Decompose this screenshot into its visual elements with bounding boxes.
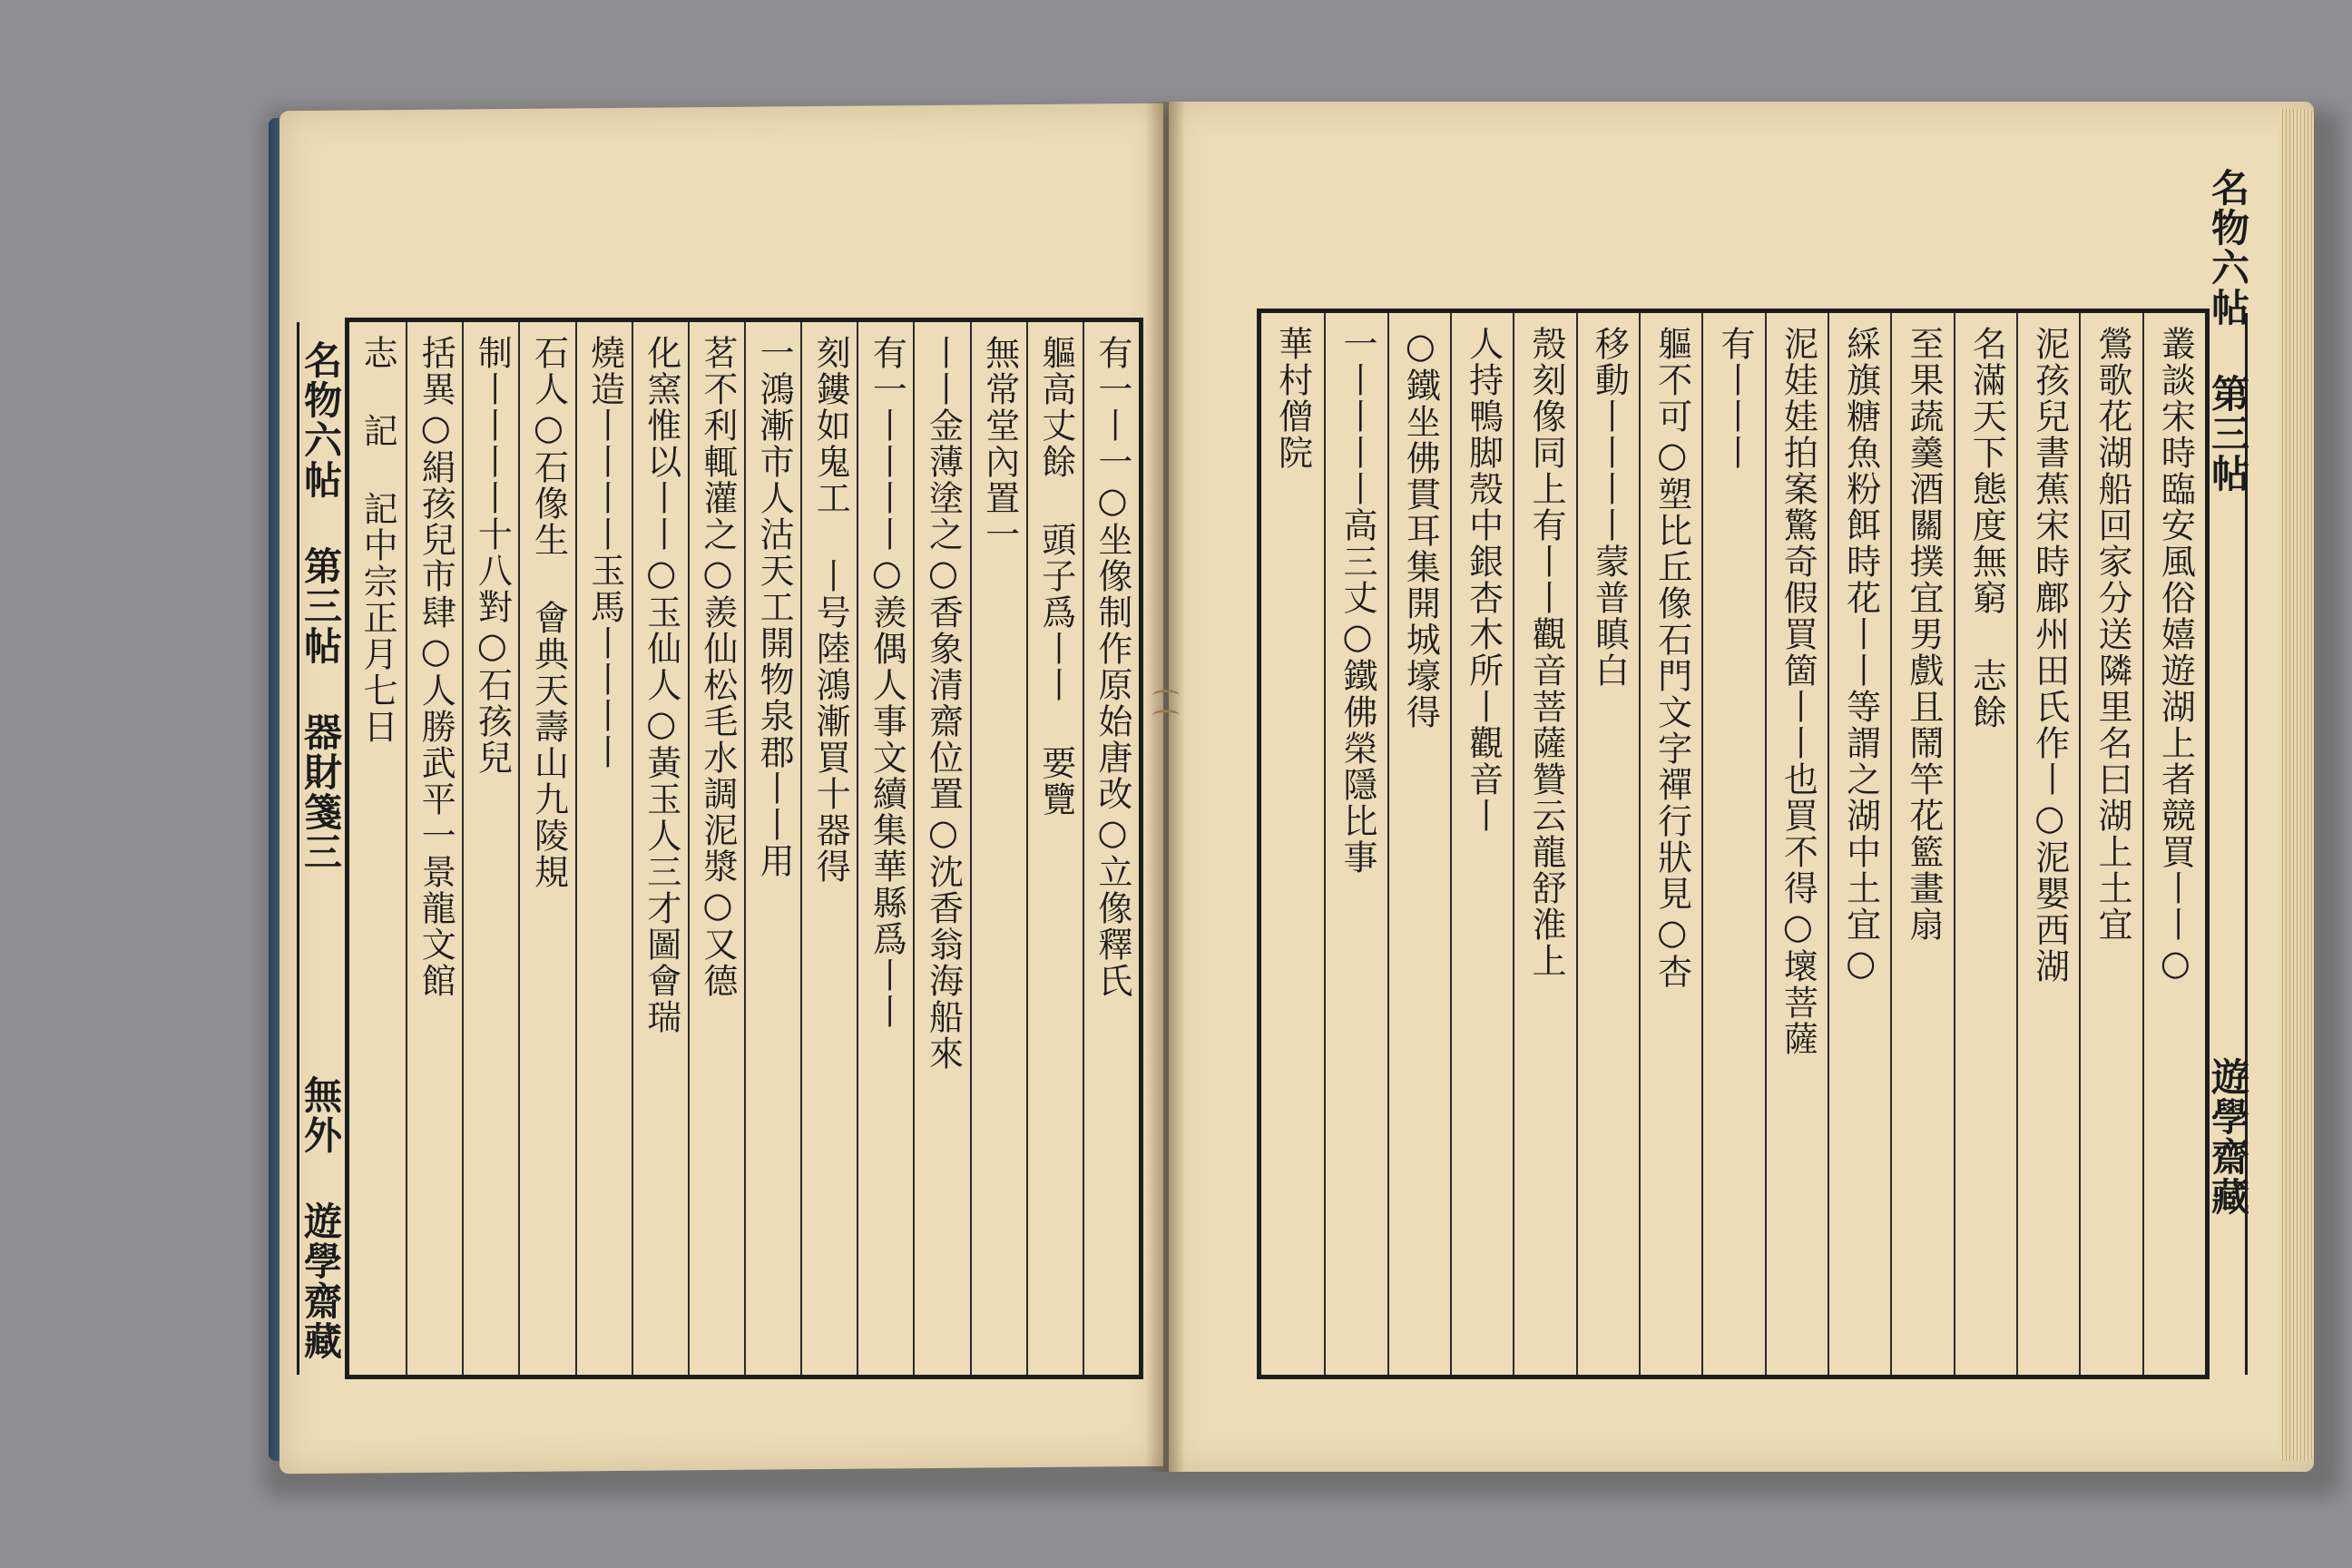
- left-text-frame: [299, 318, 1143, 1379]
- text-column: [1639, 313, 1701, 1375]
- column-text: 燒造丨丨丨丨玉馬丨丨丨丨: [584, 335, 625, 770]
- text-column: [800, 322, 857, 1375]
- column-text: 叢談宋時臨安風俗嬉遊湖上者競買丨丨○: [2155, 326, 2196, 985]
- text-column: [1828, 313, 1890, 1375]
- text-column: [1261, 313, 1324, 1375]
- text-column: [2142, 313, 2205, 1375]
- column-text: 刻鏤如鬼工 丨号陸鴻漸買十器得: [810, 335, 851, 885]
- column-text: 有一丨丨丨丨○羨偶人事文續集華縣爲丨丨: [867, 335, 907, 1030]
- column-text: 泥娃娃拍案驚奇假買箇丨丨也買不得○壞菩薩: [1778, 326, 1818, 1057]
- text-column: [406, 322, 462, 1375]
- column-text: 有丨丨丨: [1714, 326, 1755, 471]
- column-text: 化窯惟以丨丨○玉仙人○黃玉人三才圖會瑞: [641, 335, 681, 1035]
- column-text: 殼刻像同上有丨丨觀音菩薩贊云龍舒淮上: [1525, 326, 1566, 979]
- right-text-frame: [1257, 168, 2250, 1379]
- left-margin-title: 名物六帖 第三帖 器財箋三: [299, 340, 343, 872]
- column-text: ○鐵坐佛貫耳集開城壕得: [1400, 326, 1441, 730]
- column-text: 名滿天下態度無窮 志餘: [1966, 326, 2007, 730]
- column-text: 石人○石像生 會典天壽山九陵規: [528, 335, 569, 890]
- text-column: [1083, 322, 1139, 1375]
- text-column: [518, 322, 574, 1375]
- right-margin-owner: 遊學齋藏: [2206, 1057, 2250, 1217]
- text-column: [1324, 313, 1387, 1375]
- text-column: [1026, 322, 1083, 1375]
- text-column: [857, 322, 913, 1375]
- column-text: 綵旗糖魚粉餌時花丨丨等謂之湖中土宜○: [1840, 326, 1881, 985]
- column-text: 無常堂內置一: [979, 335, 1020, 553]
- column-text: 有一丨一○坐像制作原始唐改○立像釋氏: [1092, 335, 1132, 999]
- binding-thread-top: [1152, 690, 1180, 701]
- column-text: 志 記 記中宗正月七日: [358, 335, 398, 745]
- page-edges: [2279, 109, 2314, 1461]
- binding-thread-bottom: [1152, 710, 1180, 721]
- text-column: [2016, 313, 2079, 1375]
- column-text: 軀不可○塑比丘像石門文字禪行狀見○杏: [1651, 326, 1692, 990]
- right-margin-title-block: [2205, 168, 2250, 1375]
- text-column: [688, 322, 744, 1375]
- text-column: [970, 322, 1026, 1375]
- text-column: [913, 322, 969, 1375]
- text-column: [744, 322, 800, 1375]
- column-text: 制丨丨丨丨十八對○石孩兒: [472, 335, 513, 776]
- left-margin-title-block: [297, 322, 343, 1375]
- column-text: 人持鴨脚殼中銀杏木所丨觀音丨: [1463, 326, 1504, 834]
- text-column: [462, 322, 518, 1375]
- column-text: 丨丨金薄塗之○香象清齋位置○沈香翁海船來: [923, 335, 964, 1072]
- text-column: [2079, 313, 2141, 1375]
- book-gutter: [1145, 102, 1185, 1472]
- column-text: 至果蔬羹酒關撲宜男戲且鬧竿花籃畫扇: [1903, 326, 1944, 943]
- column-text: 軀高丈餘 頭子爲丨丨 要覽: [1035, 335, 1076, 818]
- text-column: [1701, 313, 1764, 1375]
- column-text: 移動丨丨丨丨蒙普瞋白: [1589, 326, 1630, 689]
- column-text: 一鴻漸市人沽天工開物泉郡丨丨用: [754, 335, 795, 879]
- text-column: [349, 322, 406, 1375]
- text-column: [1387, 313, 1450, 1375]
- column-text: 泥孩兒書蕉宋時鄜州田氏作丨○泥嬰西湖: [2029, 326, 2070, 985]
- column-text: 華村僧院: [1272, 326, 1313, 471]
- text-column: [1954, 313, 2016, 1375]
- text-column: [1890, 313, 1953, 1375]
- column-text: 鶯歌花湖船回家分送隣里名曰湖上土宜: [2092, 326, 2132, 943]
- column-text: 茗不利輒灌之○羨仙松毛水調泥漿○又德: [697, 335, 738, 999]
- text-column: [1576, 313, 1639, 1375]
- text-column: [1765, 313, 1828, 1375]
- column-text: 一丨丨丨丨高三丈○鐵佛榮隱比事: [1337, 326, 1377, 876]
- right-margin-title: 名物六帖 第三帖: [2206, 168, 2250, 494]
- left-margin-owner: 無外 遊學齋藏: [299, 1075, 343, 1361]
- text-column: [575, 322, 632, 1375]
- column-text: 括異○絹孩兒市肆○人勝武平一景龍文館: [416, 335, 456, 999]
- text-column: [1450, 313, 1513, 1375]
- text-column: [1513, 313, 1575, 1375]
- text-column: [632, 322, 688, 1375]
